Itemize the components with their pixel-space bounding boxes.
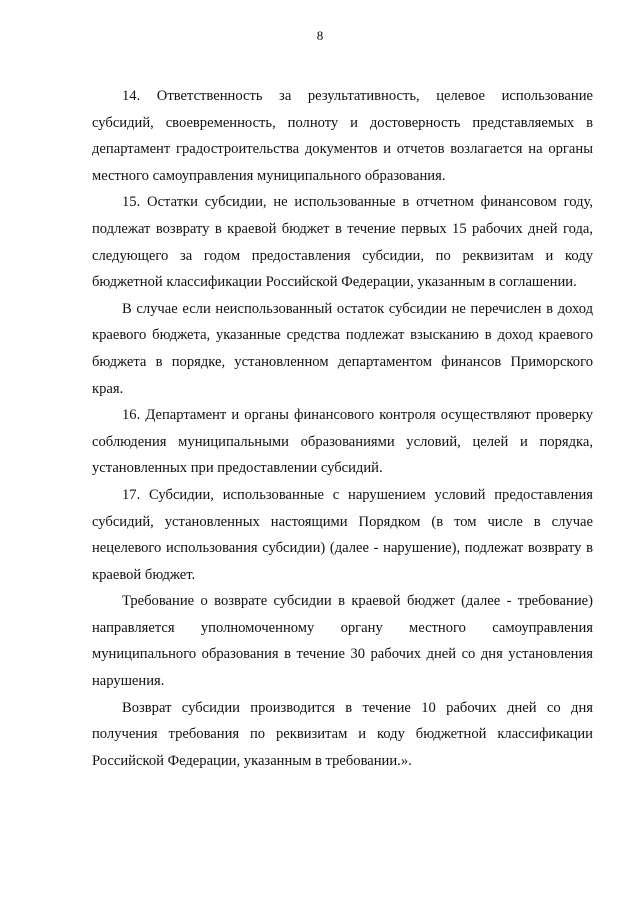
page-number: 8 — [316, 28, 324, 43]
paragraph-17: 17. Субсидии, использованные с нарушением условий предоставления субсидий, установленных настоящими Порядком (в том числе в случае нецелевого использования субсидии) (далее - нарушение), подлежат возврату в краевой бюджет. — [92, 486, 593, 583]
document-body — [92, 83, 593, 774]
paragraph-16: 16. Департамент и органы финансового контроля осуществляют проверку соблюдения муниципальными образованиями условий, целей и порядка, установленных при предоставлении субсидий. — [92, 407, 593, 477]
paragraph-17-return: Возврат субсидии производится в течение 10 рабочих дней со дня получения требования по реквизитам и коду бюджетной классификации Российской Федерации, указанным в требовании.». — [92, 699, 593, 769]
paragraph-15: 15. Остатки субсидии, не использованные в отчетном финансовом году, подлежат возврату в краевой бюджет в течение первых 15 рабочих дней года, следующего за годом предоставления субсидии, по реквизитам и коду бюджетной классификации Российской Федерации, указанным в соглашении. — [92, 194, 593, 291]
paragraph-15-continuation: В случае если неиспользованный остаток субсидии не перечислен в доход краевого бюджета, указанные средства подлежат взысканию в доход краевого бюджета в порядке, установленном департаментом финансов Приморского края. — [92, 300, 593, 397]
paragraph-17-requirement: Требование о возврате субсидии в краевой бюджет (далее - требование) направляется уполномоченному органу местного самоуправления муниципального образования в течение 30 рабочих дней со дня установления нарушения. — [92, 593, 593, 690]
paragraph-14: 14. Ответственность за результативность, целевое использование субсидий, своевременность, полноту и достоверность представляемых в департамент градостроительства документов и отчетов возлагается на органы местного самоуправления муниципального образования. — [92, 88, 593, 184]
